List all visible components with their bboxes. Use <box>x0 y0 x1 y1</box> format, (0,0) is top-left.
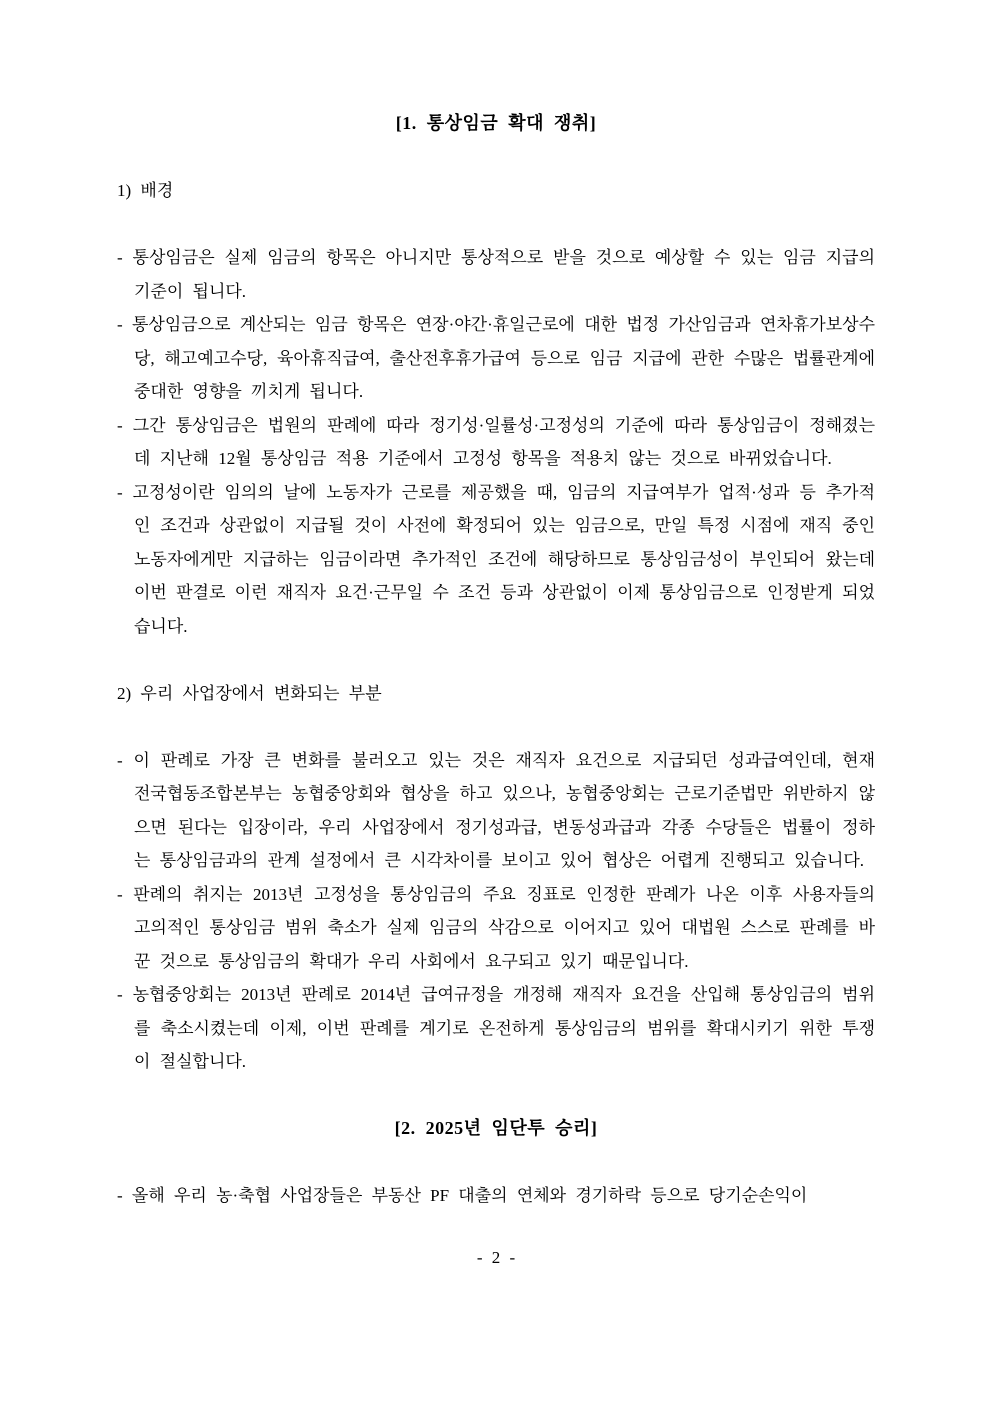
blank-line <box>117 1079 875 1113</box>
section-2-title: [2. 2025년 임단투 승리] <box>394 1118 598 1138</box>
page-number: - 2 - <box>476 1247 516 1267</box>
bullet-paragraph: - 그간 통상임금은 법원의 판례에 따라 정기성·일률성·고정성의 기준에 따라 통상임금이 정해졌는데 지난해 12월 통상임금 적용 기준에서 고정성 항목을 적용치 않는 것으로 바뀌었습니다. <box>117 415 875 468</box>
bullet-paragraph: - 통상임금은 실제 임금의 항목은 아니지만 통상적으로 받을 것으로 예상할 수 있는 임금 지급의 기준이 됩니다. <box>117 248 875 301</box>
bullet-paragraph: - 고정성이란 임의의 날에 노동자가 근로를 제공했을 때, 임금의 지급여부가 업적·성과 등 추가적인 조건과 상관없이 지급될 것이 사전에 확정되어 있는 임금으로, 만일 특정 시점에 재직 중인 노동자에게만 지급하는 임금이라면 추가적인 조건에 해당하므로 통상임금성이 부인되어 왔는데 이번 판결로 이런 재직자 요건·근무일 수 조건 등과 상관없이 이제 통상임금으로 인정받게 되었습니다. <box>117 482 875 636</box>
blank-line <box>117 1146 875 1180</box>
heading-background: 1) 배경 <box>117 181 174 200</box>
heading-workplace-changes: 2) 우리 사업장에서 변화되는 부분 <box>117 683 382 703</box>
bullet-paragraph: - 농협중앙회는 2013년 판례로 2014년 급여규정을 개정해 재직자 요건을 산입해 통상임금의 범위를 축소시켰는데 이제, 이번 판례를 계기로 온전하게 통상임금의 범위를 확대시키기 위한 투쟁이 절실합니다. <box>117 985 875 1071</box>
bullet-paragraph: - 올해 우리 농·축협 사업장들은 부동산 PF 대출의 연체와 경기하락 등으로 당기순손익이 <box>117 1186 808 1205</box>
blank-line <box>117 643 875 677</box>
blank-line <box>117 208 875 242</box>
blank-line <box>117 141 875 175</box>
bullet-paragraph: - 통상임금으로 계산되는 임금 항목은 연장·야간·휴일근로에 대한 법정 가산임금과 연차휴가보상수당, 해고예고수당, 육아휴직급여, 출산전후휴가급여 등으로 임금 지급에 관한 수많은 법률관계에 중대한 영향을 끼치게 됩니다. <box>117 315 875 401</box>
bullet-paragraph: - 판례의 취지는 2013년 고정성을 통상임금의 주요 징표로 인정한 판례가 나온 이후 사용자들의 고의적인 통상임금 범위 축소가 실제 임금의 삭감으로 이어지고 있어 대법원 스스로 판례를 바꾼 것으로 통상임금의 확대가 우리 사회에서 요구되고 있기 때문입니다. <box>117 884 875 971</box>
section-1-title: [1. 통상임금 확대 쟁취] <box>395 113 597 133</box>
bullet-paragraph: - 이 판례로 가장 큰 변화를 불러오고 있는 것은 재직자 요건으로 지급되던 성과급여인데, 현재 전국협동조합본부는 농협중앙회와 협상을 하고 있으나, 농협중앙회는 근로기준법만 위반하지 않으면 된다는 입장이라, 우리 사업장에서 정기성과급, 변동성과급과 각종 수당들은 법률이 정하는 통상임금과의 관계 설정에서 큰 시각차이를 보이고 있어 협상은 어렵게 진행되고 있습니다. <box>117 750 875 870</box>
blank-line <box>117 710 875 744</box>
